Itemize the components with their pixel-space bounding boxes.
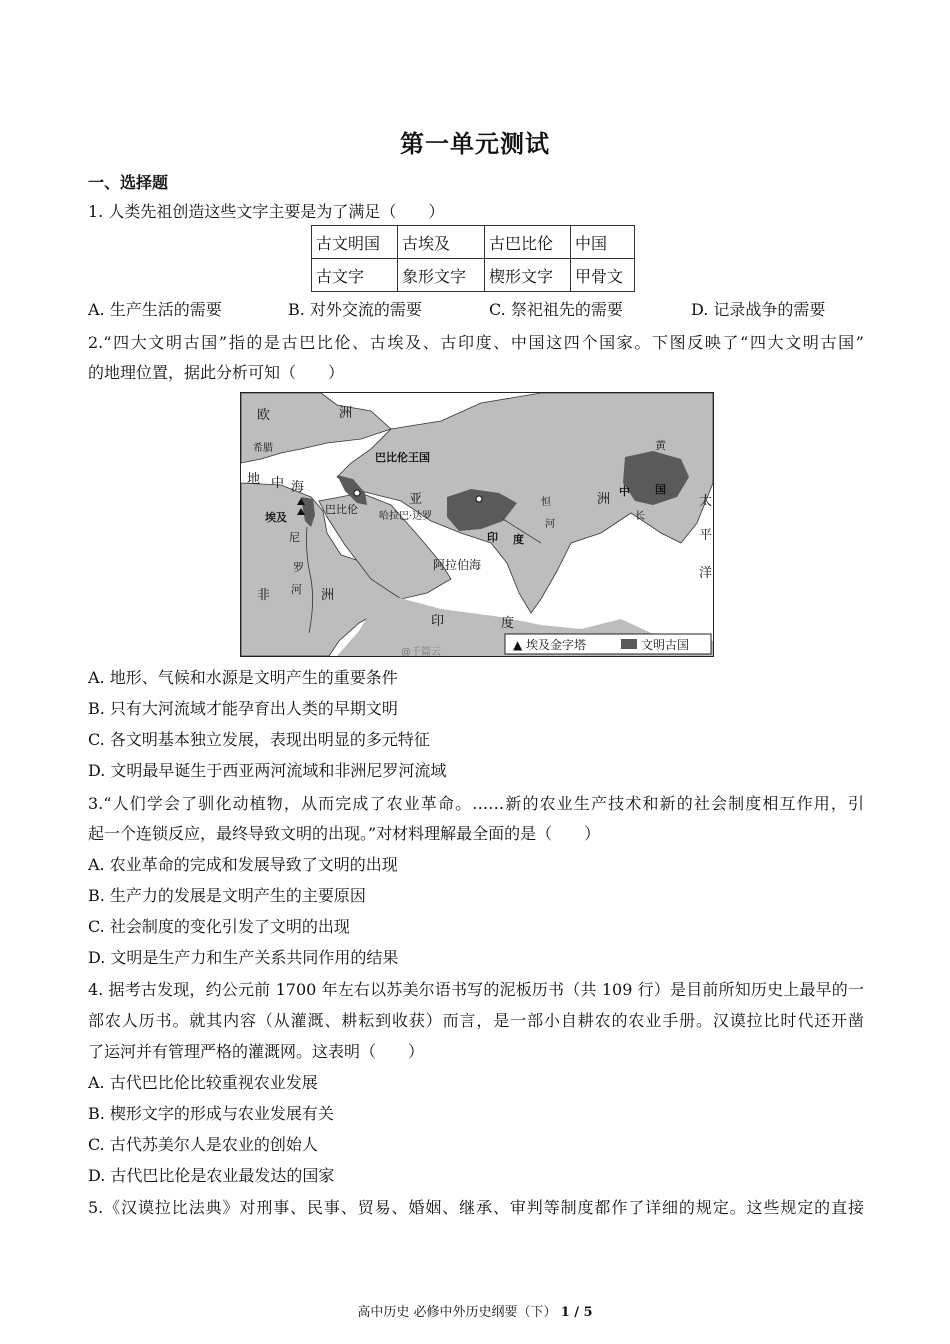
question-3-option-b[interactable]: B. 生产力的发展是文明产生的主要原因 (88, 886, 366, 905)
map-label-nile: 尼 (289, 531, 300, 544)
table-cell: 古巴比伦 (485, 226, 571, 259)
question-4-option-a[interactable]: A. 古代巴比伦比较重视农业发展 (88, 1073, 318, 1092)
babylon-dot (354, 490, 360, 496)
question-4-option-c[interactable]: C. 古代苏美尔人是农业的创始人 (88, 1135, 318, 1154)
map-label-china: 中 (619, 485, 630, 498)
script-table (311, 225, 635, 292)
question-2-option-c[interactable]: C. 各文明基本独立发展，表现出明显的多元特征 (88, 730, 430, 749)
map-label-pacific: 洋 (699, 566, 713, 581)
map-label-changjiang: 长 (635, 511, 645, 522)
map-label-yellow-river: 黄 (655, 439, 666, 452)
question-5-stem-line-1: 5.《汉谟拉比法典》对刑事、民事、贸易、婚姻、继承、审判等制度都作了详细的规定。这些规定的直接 (88, 1198, 864, 1217)
legend-pyramid: ▲ 埃及金字塔 (513, 638, 587, 652)
legend-civ: 文明古国 (641, 638, 690, 652)
map-label-mediterranean: 地 (247, 472, 261, 487)
map-label-china: 国 (655, 483, 666, 496)
question-2-option-b[interactable]: B. 只有大河流域才能孕育出人类的早期文明 (88, 699, 398, 718)
map-label-harappa: 哈拉巴·达罗 (379, 511, 433, 522)
question-4-stem-line-3: 了运河并有管理严格的灌溉网。这表明（ ） (88, 1042, 425, 1061)
map-label-mediterranean: 中 (271, 476, 285, 491)
map-label-asia: 洲 (597, 492, 611, 507)
question-4-stem-line-1: 4. 据考古发现，约公元前 1700 年左右以苏美尔语书写的泥板历书（共 109 行）是目前所知历史上最早的一 (88, 980, 864, 999)
question-2-option-a[interactable]: A. 地形、气候和水源是文明产生的重要条件 (88, 668, 398, 687)
civilizations-map (240, 392, 714, 657)
option-d[interactable]: D. 记录战争的需要 (691, 300, 826, 319)
map-label-babylon-kingdom: 巴比伦王国 (375, 451, 430, 464)
option-c[interactable]: C. 祭祀祖先的需要 (489, 300, 623, 319)
question-4-option-d[interactable]: D. 古代巴比伦是农业最发达的国家 (88, 1166, 335, 1185)
harappa-dot (476, 496, 482, 502)
table-cell: 古埃及 (398, 226, 485, 259)
map-label-babylon: 巴比伦 (325, 503, 358, 516)
table-cell: 甲骨文 (571, 259, 635, 292)
map-label-nile: 河 (291, 583, 302, 596)
map-label-africa: 洲 (321, 588, 335, 603)
map-label-africa: 非 (257, 588, 271, 603)
table-cell: 象形文字 (398, 259, 485, 292)
map-label-indian-ocean: 印 (431, 614, 445, 629)
map-label-india: 印 (487, 531, 498, 544)
map-label-mediterranean: 海 (291, 480, 305, 495)
legend-civ-swatch (621, 639, 637, 649)
footer-text: 高中历史 必修中外历史纲要（下） (357, 1305, 561, 1320)
question-1-options (88, 300, 825, 320)
question-4-stem-line-2: 部农人历书。就其内容（从灌溉、耕耘到收获）而言，是一部小自耕农的农业手册。汉谟拉比时代还开凿 (88, 1011, 864, 1030)
option-b[interactable]: B. 对外交流的需要 (288, 300, 422, 319)
option-a[interactable]: A. 生产生活的需要 (88, 300, 222, 319)
map-label-ganges: 恒 (541, 497, 551, 508)
question-2-option-d[interactable]: D. 文明最早诞生于西亚两河流域和非洲尼罗河流域 (88, 761, 447, 780)
page-title: 第一单元测试 (400, 129, 550, 158)
question-3-stem-line-2: 起一个连锁反应，最终导致文明的出现。”对材料理解最全面的是（ ） (88, 824, 601, 843)
question-3-option-c[interactable]: C. 社会制度的变化引发了文明的出现 (88, 917, 350, 936)
map-label-europe: 洲 (339, 406, 353, 421)
map-svg (241, 393, 713, 656)
table-cell: 楔形文字 (485, 259, 571, 292)
table-cell: 古文字 (312, 259, 398, 292)
page-footer (0, 1301, 950, 1320)
map-label-nile: 罗 (293, 561, 304, 574)
table-cell: 中国 (571, 226, 635, 259)
map-label-greece: 希腊 (253, 443, 273, 454)
map-label-pacific: 太 (699, 494, 713, 509)
table-row (312, 259, 635, 292)
question-3-option-a[interactable]: A. 农业革命的完成和发展导致了文明的出现 (88, 855, 398, 874)
question-2-stem-line-2: 的地理位置，据此分析可知（ ） (88, 363, 345, 382)
map-label-pacific: 平 (699, 528, 713, 543)
map-label-india: 度 (513, 533, 524, 546)
table-row (312, 226, 635, 259)
page-number: 1 / 5 (560, 1305, 593, 1320)
question-2-stem-line-1: 2.“四大文明古国”指的是古巴比伦、古埃及、古印度、中国这四个国家。下图反映了“四大文明古国” (88, 333, 864, 352)
table-cell: 古文明国 (312, 226, 398, 259)
map-label-arabian-sea: 阿拉伯海 (433, 558, 482, 572)
question-3-option-d[interactable]: D. 文明是生产力和生产关系共同作用的结果 (88, 948, 399, 967)
section-heading: 一、选择题 (88, 173, 169, 192)
map-watermark: @千篇云 (401, 647, 441, 656)
question-1-stem: 1. 人类先祖创造这些文字主要是为了满足（ ） (88, 202, 445, 221)
map-label-asia: 亚 (409, 492, 423, 507)
map-label-europe: 欧 (257, 408, 271, 423)
map-label-ganges: 河 (545, 519, 555, 530)
map-label-indian-ocean: 度 (501, 616, 515, 631)
question-3-stem-line-1: 3.“人们学会了驯化动植物，从而完成了农业革命。……新的农业生产技术和新的社会制度相互作用，引 (88, 794, 864, 813)
map-label-egypt: 埃及 (265, 511, 287, 524)
question-4-option-b[interactable]: B. 楔形文字的形成与农业发展有关 (88, 1104, 334, 1123)
